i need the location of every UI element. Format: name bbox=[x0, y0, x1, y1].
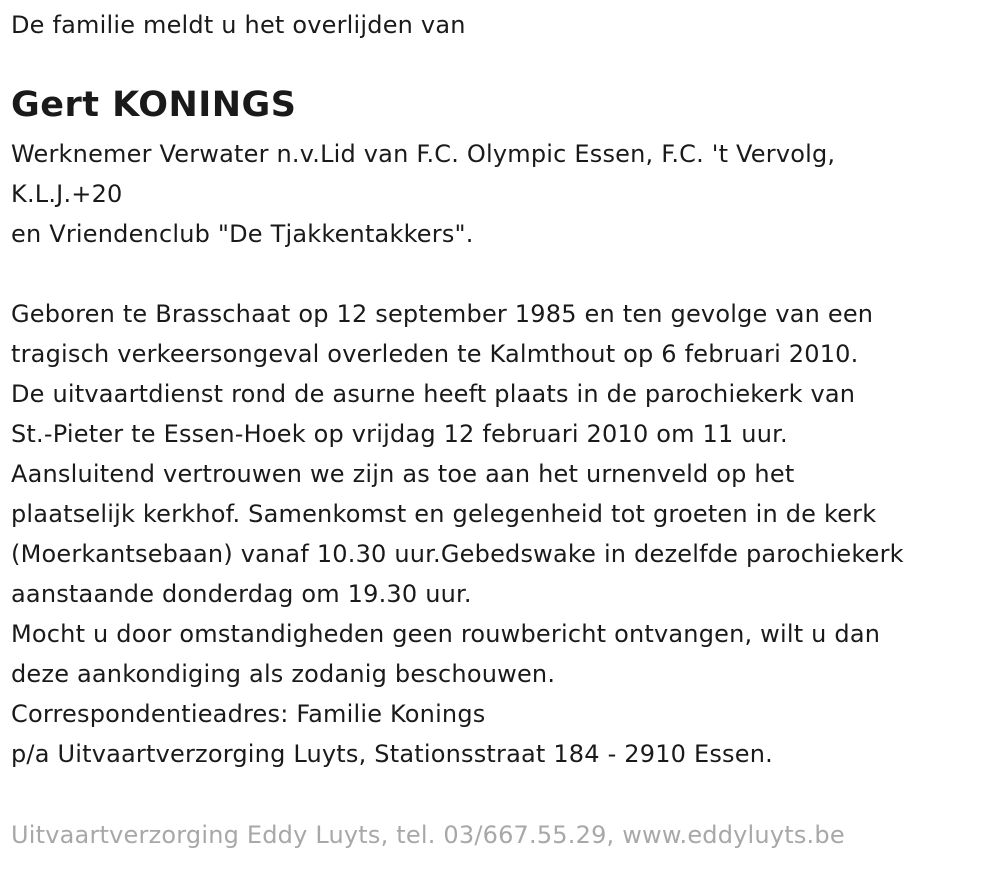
funeral-home-footer: Uitvaartverzorging Eddy Luyts, tel. 03/667.55.29, www.eddyluyts.be bbox=[11, 821, 845, 849]
details-line: p/a Uitvaartverzorging Luyts, Stationsstraat 184 - 2910 Essen. bbox=[11, 740, 773, 768]
affiliation-line: en Vriendenclub "De Tjakkentakkers". bbox=[11, 220, 474, 248]
affiliation-block bbox=[11, 134, 835, 254]
details-line: Correspondentieadres: Familie Konings bbox=[11, 700, 486, 728]
details-line: (Moerkantsebaan) vanaf 10.30 uur.Gebedswake in dezelfde parochiekerk bbox=[11, 540, 904, 568]
intro-text: De familie meldt u het overlijden van bbox=[11, 11, 466, 39]
details-line: deze aankondiging als zodanig beschouwen. bbox=[11, 660, 556, 688]
details-line: tragisch verkeersongeval overleden te Kalmthout op 6 februari 2010. bbox=[11, 340, 859, 368]
details-line: De uitvaartdienst rond de asurne heeft plaats in de parochiekerk van bbox=[11, 380, 856, 408]
details-line: Mocht u door omstandigheden geen rouwbericht ontvangen, wilt u dan bbox=[11, 620, 881, 648]
details-line: St.-Pieter te Essen-Hoek op vrijdag 12 februari 2010 om 11 uur. bbox=[11, 420, 788, 448]
details-line: aanstaande donderdag om 19.30 uur. bbox=[11, 580, 472, 608]
affiliation-line: Werknemer Verwater n.v.Lid van F.C. Olympic Essen, F.C. 't Vervolg, bbox=[11, 140, 836, 168]
affiliation-line: K.L.J.+20 bbox=[11, 180, 123, 208]
details-line: plaatselijk kerkhof. Samenkomst en gelegenheid tot groeten in de kerk bbox=[11, 500, 877, 528]
details-block bbox=[11, 294, 904, 774]
deceased-name: Gert KONINGS bbox=[11, 85, 297, 125]
details-line: Aansluitend vertrouwen we zijn as toe aan het urnenveld op het bbox=[11, 460, 795, 488]
details-line: Geboren te Brasschaat op 12 september 1985 en ten gevolge van een bbox=[11, 300, 874, 328]
